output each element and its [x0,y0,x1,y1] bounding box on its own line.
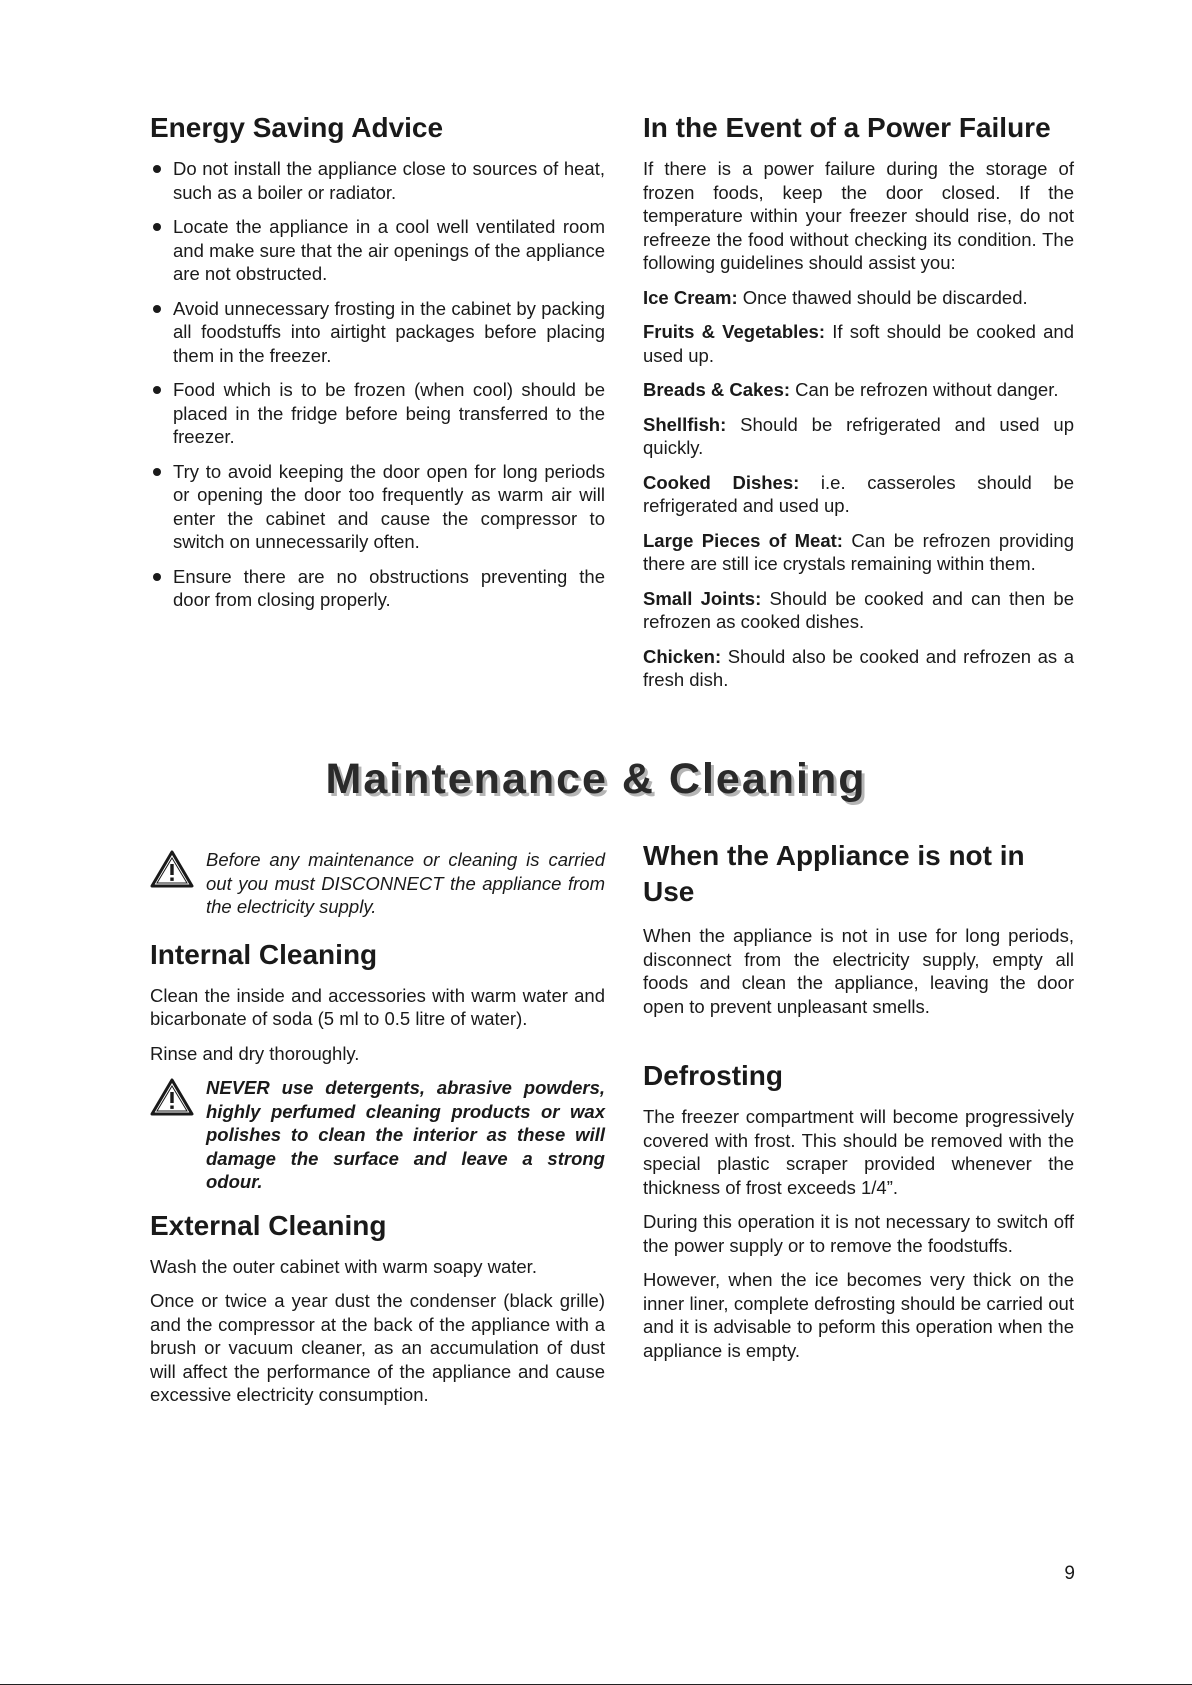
page-number: 9 [1064,1563,1075,1584]
energy-saving-heading: Energy Saving Advice [150,112,444,143]
power-item-small-joints [643,587,1074,634]
power-item-text: If soft should be cooked and used up. [643,321,1074,366]
list-item-text: Try to avoid keeping the door open for long periods or opening the door too frequently as warm air will enter the cabinet and cause the compressor to switch on unnecessarily often. [173,460,605,552]
power-item-label: Fruits & Vegetables: [643,321,825,342]
power-item-label: Large Pieces of Meat: [643,529,843,551]
power-item-label: Shellfish: [643,413,727,435]
defrosting-text-3: However, when the ice becomes very thick on the inner liner, complete defrosting should be carried out and it is advisable to peform this operation when the appliance is empty. [643,1269,1074,1361]
list-item [150,378,605,449]
internal-cleaning-rinse: Rinse and dry thoroughly. [150,1042,360,1064]
defrosting-heading: Defrosting [643,1060,783,1091]
list-item-text: Do not install the appliance close to sources of heat, such as a boiler or radiator. [173,158,605,203]
detergent-warning [150,1076,605,1194]
maintenance-cleaning-title: Maintenance & Cleaning [325,755,867,803]
power-item-text: Should also be cooked and refrozen as a fresh dish. [643,645,1074,690]
power-item-large-meat [643,529,1074,576]
power-item-cooked-dishes [643,471,1074,518]
external-cleaning-heading: External Cleaning [150,1209,387,1241]
detergent-warning-text: NEVER use detergents, abrasive powders, highly perfumed cleaning products or wax polishes to clean the interior as these will damage the surface and leave a strong odour. [206,1077,605,1192]
disconnect-warning [150,848,605,919]
internal-cleaning-heading: Internal Cleaning [150,938,378,970]
bullet-dot-icon [153,165,161,173]
power-item-label: Small Joints: [643,587,762,609]
list-item-text: Avoid unnecessary frosting in the cabinet by packing all foodstuffs into airtight packages before placing them in the freezer. [173,297,605,366]
bullet-dot-icon [153,305,161,313]
bullet-dot-icon [153,386,161,394]
power-item-breads [643,378,1074,402]
warning-triangle-icon [150,848,206,893]
power-item-shellfish [643,413,1074,460]
power-item-label: Ice Cream: [643,286,738,308]
power-failure-section [643,110,1074,703]
list-item [150,460,605,554]
maintenance-left-column [150,848,605,1418]
power-item-text: Can be refrozen without danger. [790,379,1059,400]
power-item-text: Should be cooked and can then be refrozen as cooked dishes. [643,587,1074,632]
power-item-text: Can be refrozen providing there are still ice crystals remaining within them. [643,529,1074,574]
power-item-text: Should be refrigerated and used up quickly. [643,413,1074,458]
power-item-label: Chicken: [643,645,722,667]
bullet-dot-icon [153,468,161,476]
bullet-dot-icon [153,223,161,231]
energy-saving-section [150,110,605,623]
power-item-label: Cooked Dishes: [643,471,800,493]
power-item-chicken [643,645,1074,692]
not-in-use-heading: When the Appliance is not in Use [643,840,1025,907]
power-item-text: i.e. casseroles should be refrigerated and used up. [643,471,1074,516]
external-cleaning-wash: Wash the outer cabinet with warm soapy water. [150,1255,537,1277]
list-item-text: Locate the appliance in a cool well ventilated room and make sure that the air openings of the appliance are not obstructed. [173,216,605,284]
power-item-fruits [643,320,1074,367]
external-cleaning-condenser: Once or twice a year dust the condenser (black grille) and the compressor at the back of the appliance with a brush or vacuum cleaner, as an accumulation of dust will affect the performance of the appliance and cause excessive electricity consumption. [150,1290,605,1405]
power-failure-heading: In the Event of a Power Failure [643,112,1051,143]
not-in-use-text: When the appliance is not in use for long periods, disconnect from the electricity supply, empty all foods and clean the appliance, leaving the door open to prevent unpleasant smells. [643,925,1074,1017]
maintenance-right-column [643,838,1074,1373]
energy-saving-list [150,157,605,612]
list-item [150,215,605,286]
defrosting-text-1: The freezer compartment will become progressively covered with frost. This should be removed with the special plastic scraper provided whenever the thickness of frost exceeds 1/4”. [643,1106,1074,1198]
list-item-text: Ensure there are no obstructions preventing the door from closing properly. [173,565,605,610]
disconnect-warning-text: Before any maintenance or cleaning is carried out you must DISCONNECT the appliance from the electricity supply. [206,849,605,917]
bullet-dot-icon [153,573,161,581]
power-item-label: Breads & Cakes: [643,379,791,400]
power-item-ice-cream [643,286,1074,310]
list-item [150,297,605,368]
power-item-text: Once thawed should be discarded. [737,286,1028,308]
warning-triangle-icon [150,1076,206,1121]
list-item-text: Food which is to be frozen (when cool) should be placed in the fridge before being transferred to the freezer. [173,379,605,447]
internal-cleaning-text: Clean the inside and accessories with warm water and bicarbonate of soda (5 ml to 0.5 litre of water). [150,984,605,1029]
defrosting-text-2: During this operation it is not necessary to switch off the power supply or to remove the foodstuffs. [643,1211,1074,1256]
power-failure-intro: If there is a power failure during the storage of frozen foods, keep the door closed. If the temperature within your freezer should rise, do not refreeze the food without checking its condition. The following guidelines should assist you: [643,158,1074,273]
list-item [150,565,605,612]
list-item [150,157,605,204]
